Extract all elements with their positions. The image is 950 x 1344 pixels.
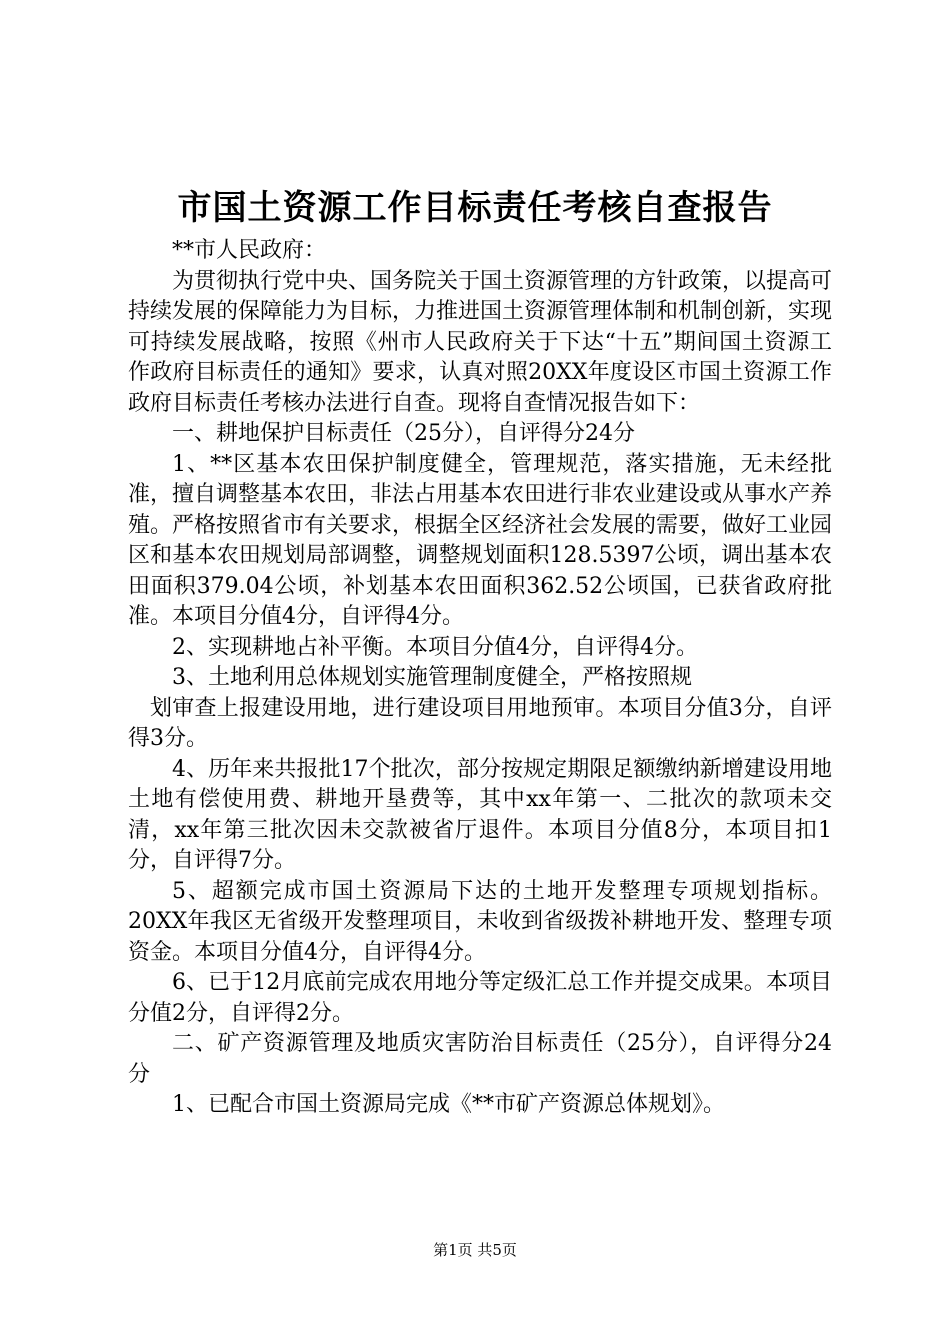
paragraph-item-1-3-continued: 划审查上报建设用地，进行建设项目用地预审。本项目分值3分，自评得3分。 — [128, 695, 832, 751]
paragraph-item-1-1: 1、**区基本农田保护制度健全，管理规范，落实措施，无未经批准，擅自调整基本农田，非法占用基本农田进行非农业建设或从事水产养殖。严格按照省市有关要求，根据全区经济社会发展的需要，做好工业园区和基本农田规划局部调整，调整规划面积128.5397公顷，调出基本农田面积379.04公顷，补划基本农田面积362.52公顷国，已获省政府批准。本项目分值4分，自评得4分。 — [128, 451, 833, 629]
paragraph-item-1-6: 6、已于12月底前完成农用地分等定级汇总工作并提交成果。本项目分值2分，自评得2分。 — [128, 970, 832, 1026]
salutation: **市人民政府： — [172, 238, 327, 263]
paragraph-item-1-2: 2、实现耕地占补平衡。本项目分值4分，自评得4分。 — [172, 634, 698, 660]
section-heading-1: 一、耕地保护目标责任（25分），自评得分24分 — [172, 421, 635, 446]
paragraph-item-1-3: 3、土地利用总体规划实施管理制度健全，严格按照规 — [172, 665, 692, 690]
paragraph-item-2-1: 1、已配合市国土资源局完成《**市矿产资源总体规划》。 — [172, 1092, 725, 1117]
section-heading-2: 二、矿产资源管理及地质灾害防治目标责任（25分），自评得分24分 — [128, 1031, 832, 1087]
document-title: 市国土资源工作目标责任考核自查报告 — [177, 188, 773, 228]
paragraph-item-1-5: 5、超额完成市国土资源局下达的土地开发整理专项规划指标。20XX年我区无省级开发整理项目，未收到省级拨补耕地开发、整理专项资金。本项目分值4分，自评得4分。 — [128, 878, 832, 965]
document-body — [128, 236, 832, 1121]
paragraph-intro: 为贯彻执行党中央、国务院关于国土资源管理的方针政策，以提高可持续发展的保障能力为目标，力推进国土资源管理体制和机制创新，实现可持续发展战略，按照《州市人民政府关于下达“十五”期间国土资源工作政府目标责任的通知》要求，认真对照20XX年度设区市国土资源工作政府目标责任考核办法进行自查。现将自查情况报告如下： — [128, 268, 833, 416]
paragraph-item-1-4: 4、历年来共报批17个批次，部分按规定期限足额缴纳新增建设用地土地有偿使用费、耕地开垦费等，其中xx年第一、二批次的款项未交清，xx年第三批次因未交款被省厅退件。本项目分值8分，本项目扣1分，自评得7分。 — [128, 756, 832, 873]
page-number: 第1页 共5页 — [433, 1241, 517, 1259]
